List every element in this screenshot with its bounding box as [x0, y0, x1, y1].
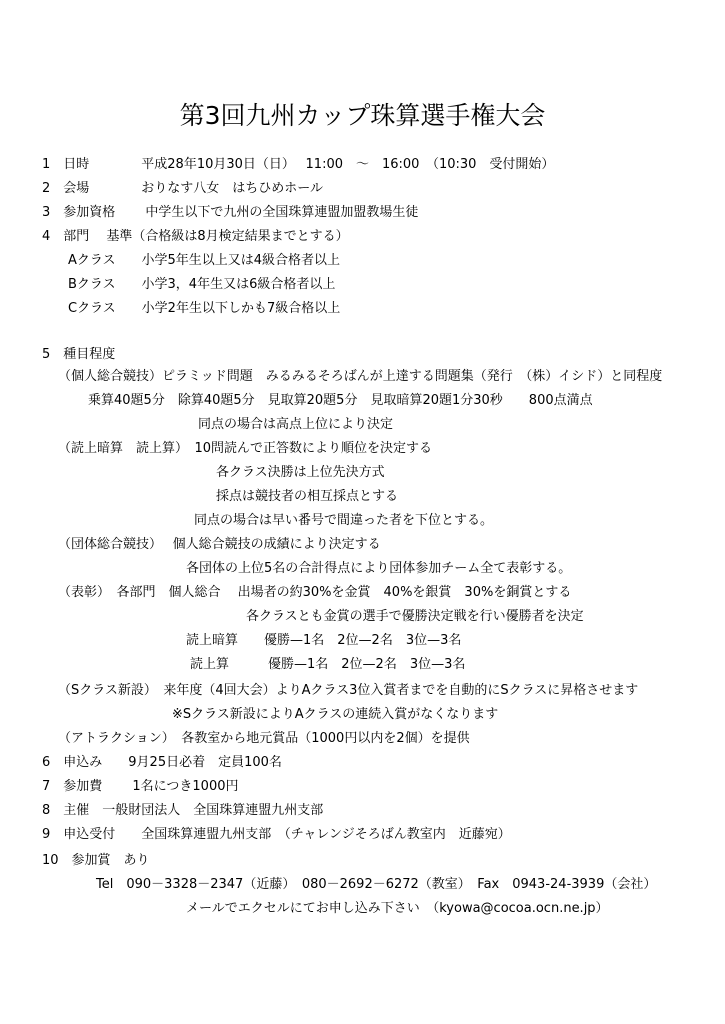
item-4-divisions: 4 部門 基準（合格級は8月検定結果までとする） [42, 229, 349, 244]
event-reading-scoring: 採点は競技者の相互採点とする [216, 489, 399, 504]
event-reading-final: 各クラス決勝は上位先決方式 [216, 465, 385, 480]
awards-reading: 読上算 優勝—1名 2位—2名 3位—3名 [190, 657, 466, 672]
event-team: （団体総合競技） 個人総合競技の成績により決定する [58, 537, 381, 552]
contact-phone: Tel 090－3328－2347（近藤） 080－2692－6272（教室） Fax 0943-24-3939（会社） [96, 877, 657, 892]
item-7-fee: 7 参加費 1名につき1000円 [42, 779, 239, 794]
class-c: Cクラス 小学2年生以下しかも7級合格以上 [68, 301, 341, 316]
awards: （表彰） 各部門 個人総合 出場者の約30%を金賞 40%を銀賞 30%を銅賞とする [58, 585, 572, 600]
item-3-eligibility: 3 参加資格 中学生以下で九州の全国珠算連盟加盟教場生徒 [42, 205, 419, 220]
attraction: （アトラクション） 各教室から地元賞品（1000円以内を2個）を提供 [58, 731, 470, 746]
item-10-prize: 10 参加賞 あり [42, 853, 150, 868]
item-1-date: 1 日時 平成28年10月30日（日） 11:00 ～ 16:00 （10:30 受付開始） [42, 157, 555, 172]
class-b: Bクラス 小学3，4年生又は6級合格者以上 [68, 277, 336, 292]
contact-email: メールでエクセルにてお申し込み下さい （kyowa@cocoa.ocn.ne.jp） [186, 901, 609, 916]
event-individual: （個人総合競技）ピラミッド問題 みるみるそろばんが上達する問題集（発行 （株）イシド）と同程度 [58, 369, 663, 384]
s-class-note: ※Sクラス新設によりAクラスの連続入賞がなくなります [172, 707, 499, 722]
event-reading-tie: 同点の場合は早い番号で間違った者を下位とする。 [194, 513, 494, 528]
s-class-new: （Sクラス新設） 来年度（4回大会）よりAクラス3位入賞者までを自動的にSクラスに昇格させます [58, 683, 639, 698]
item-5-events: 5 種目程度 [42, 347, 116, 362]
event-team-detail: 各団体の上位5名の合計得点により団体参加チーム全て表彰する。 [186, 561, 572, 576]
item-2-venue: 2 会場 おりなす八女 はちひめホール [42, 181, 324, 196]
item-8-organizer: 8 主催 一般財団法人 全国珠算連盟九州支部 [42, 803, 324, 818]
event-individual-tie: 同点の場合は高点上位により決定 [198, 417, 394, 432]
item-9-reception: 9 申込受付 全国珠算連盟九州支部 （チャレンジそろばん教室内 近藤宛） [42, 827, 511, 842]
event-individual-detail: 乗算40題5分 除算40題5分 見取算20題5分 見取暗算20題1分30秒 800点満点 [88, 393, 593, 408]
awards-reading-mental: 読上暗算 優勝—1名 2位—2名 3位—3名 [186, 633, 462, 648]
item-6-application: 6 申込み 9月25日必着 定員100名 [42, 755, 282, 770]
page-title: 第3回九州カップ珠算選手権大会 [179, 101, 546, 130]
awards-playoff: 各クラスとも金賞の選手で優勝決定戦を行い優勝者を決定 [246, 609, 584, 624]
class-a: Aクラス 小学5年生以上又は4級合格者以上 [68, 253, 341, 268]
event-reading: （読上暗算 読上算） 10問読んで正答数により順位を決定する [58, 441, 433, 456]
